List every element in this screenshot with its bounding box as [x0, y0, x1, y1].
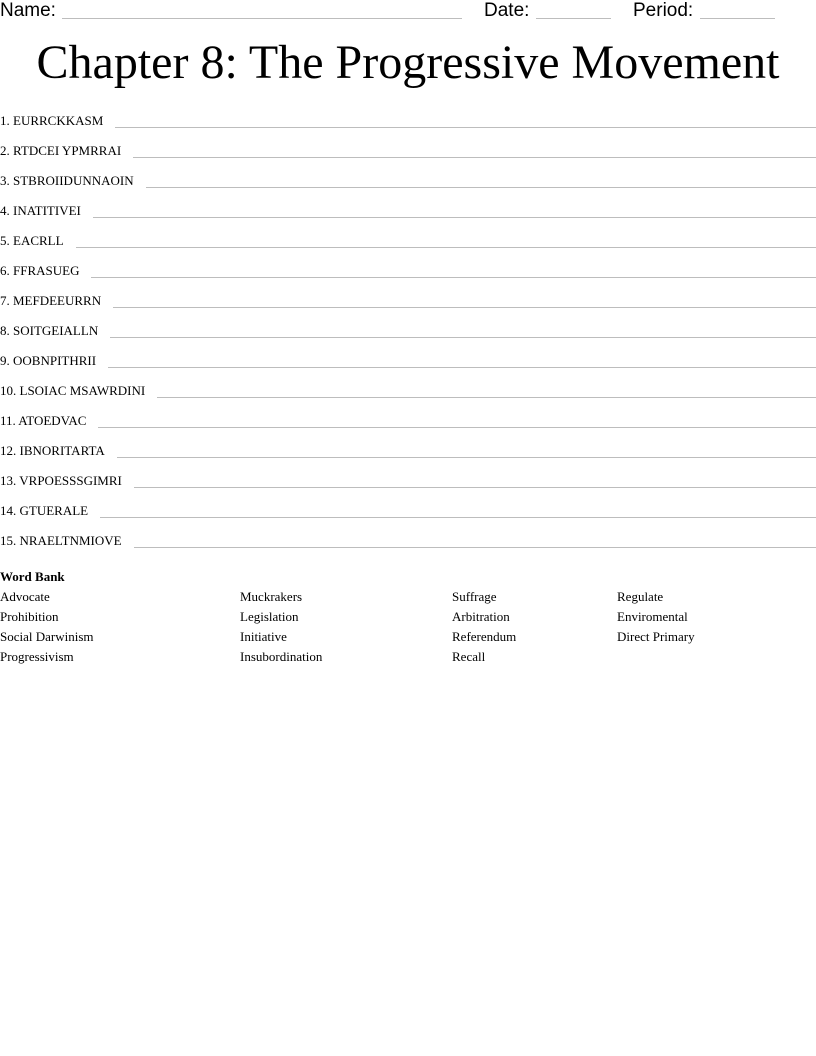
scrambled-word: 10. LSOIAC MSAWRDINI [0, 383, 146, 398]
word-bank-word: Enviromental [617, 609, 688, 624]
scrambled-word: 1. EURRCKKASM [0, 113, 104, 128]
period-label: Period: [633, 0, 694, 21]
question-row [0, 233, 816, 263]
header-fields [0, 0, 816, 24]
scrambled-word: 12. IBNORITARTA [0, 443, 105, 458]
word-bank-title: Word Bank [0, 569, 65, 584]
word-bank-column [452, 589, 516, 669]
question-row [0, 413, 816, 443]
word-bank-column [617, 589, 695, 649]
scrambled-word: 2. RTDCEI YPMRRAI [0, 143, 122, 158]
word-bank-word: Muckrakers [240, 589, 303, 604]
question-row [0, 143, 816, 173]
scrambled-word: 13. VRPOESSSGIMRI [0, 473, 122, 488]
page-title: Chapter 8: The Progressive Movement [36, 36, 780, 89]
question-row [0, 353, 816, 383]
scrambled-word: 3. STBROIIDUNNAOIN [0, 173, 134, 188]
word-bank-word: Progressivism [0, 649, 74, 664]
date-field[interactable] [536, 18, 611, 19]
answer-line[interactable] [93, 203, 816, 218]
question-row [0, 383, 816, 413]
date-label: Date: [484, 0, 530, 21]
word-bank-word: Referendum [452, 629, 517, 644]
word-bank-word: Arbitration [452, 609, 510, 624]
answer-line[interactable] [110, 323, 816, 338]
word-bank-word: Advocate [0, 589, 50, 604]
scrambled-word: 6. FFRASUEG [0, 263, 80, 278]
question-row [0, 443, 816, 473]
answer-line[interactable] [133, 143, 816, 158]
word-bank-column [240, 589, 322, 669]
question-row [0, 533, 816, 563]
answer-line[interactable] [157, 383, 816, 398]
question-row [0, 293, 816, 323]
answer-line[interactable] [115, 113, 816, 128]
word-bank-word: Prohibition [0, 609, 59, 624]
word-bank-column [0, 589, 94, 669]
question-row [0, 473, 816, 503]
answer-line[interactable] [98, 413, 816, 428]
answer-line[interactable] [134, 473, 816, 488]
scrambled-word: 4. INATITIVEI [0, 203, 81, 218]
scrambled-word: 14. GTUERALE [0, 503, 89, 518]
word-bank [0, 569, 816, 664]
question-row [0, 113, 816, 143]
name-field[interactable] [62, 18, 462, 19]
name-label: Name: [0, 0, 56, 21]
answer-line[interactable] [76, 233, 816, 248]
answer-line[interactable] [146, 173, 816, 188]
scrambled-word: 7. MEFDEEURRN [0, 293, 102, 308]
word-bank-word: Suffrage [452, 589, 497, 604]
word-bank-word: Legislation [240, 609, 299, 624]
answer-line[interactable] [117, 443, 816, 458]
scrambled-word: 11. ATOEDVAC [0, 413, 87, 428]
question-row [0, 323, 816, 353]
scrambled-word: 9. OOBNPITHRII [0, 353, 97, 368]
answer-line[interactable] [134, 533, 816, 548]
word-bank-word: Initiative [240, 629, 287, 644]
scrambled-word: 8. SOITGEIALLN [0, 323, 99, 338]
question-row [0, 503, 816, 533]
word-bank-word: Insubordination [240, 649, 323, 664]
answer-line[interactable] [108, 353, 816, 368]
question-row [0, 263, 816, 293]
answer-line[interactable] [100, 503, 816, 518]
period-field[interactable] [700, 18, 775, 19]
question-list [0, 113, 816, 563]
answer-line[interactable] [113, 293, 816, 308]
question-row [0, 173, 816, 203]
word-bank-word: Direct Primary [617, 629, 695, 644]
word-bank-word: Regulate [617, 589, 664, 604]
word-bank-word: Social Darwinism [0, 629, 94, 644]
scrambled-word: 5. EACRLL [0, 233, 64, 248]
answer-line[interactable] [91, 263, 816, 278]
word-bank-word: Recall [452, 649, 486, 664]
question-row [0, 203, 816, 233]
scrambled-word: 15. NRAELTNMIOVE [0, 533, 122, 548]
